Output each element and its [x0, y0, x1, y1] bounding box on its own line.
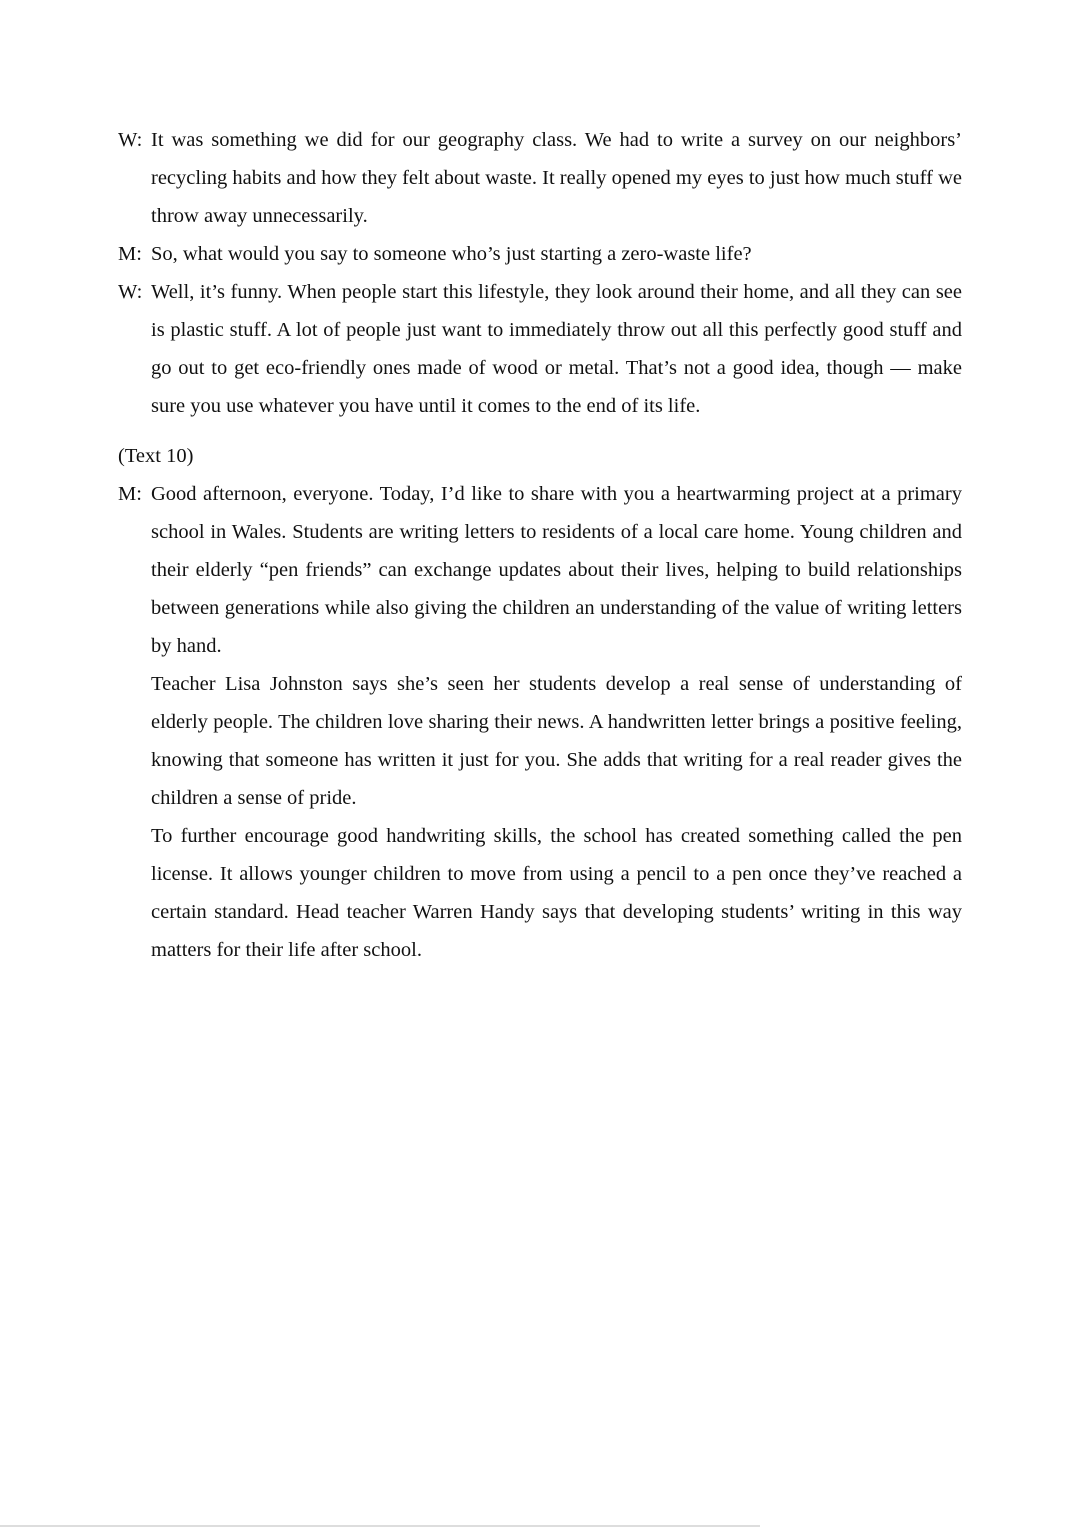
dialogue-text: So, what would you say to someone who’s just starting a zero-waste life?: [151, 243, 752, 265]
dialogue-text: Well, it’s funny. When people start this lifestyle, they look around their home, and all they can see is plastic stuff. A lot of people just want to immediately throw out all this perfectly good stuff and go out to get eco-friendly ones made of wood or metal. That’s not a good idea, though — make sure you use whatever you have until it comes to the end of its life.: [151, 281, 962, 417]
text-10-heading: (Text 10): [118, 445, 194, 467]
dialogue-turn: [118, 235, 962, 273]
document-page: [118, 121, 962, 969]
monologue-paragraph: To further encourage good handwriting skills, the school has created something called the pen license. It allows younger children to move from using a pencil to a pen once they’ve reached a certain standard. Head teacher Warren Handy says that developing students’ writing in this way matters for their life after school.: [151, 825, 962, 961]
dialogue-turn: [118, 273, 962, 425]
speaker-label: W:: [118, 281, 143, 303]
speaker-label: M:: [118, 243, 142, 265]
speaker-label: W:: [118, 129, 143, 151]
dialogue-turn: [118, 121, 962, 235]
monologue-paragraph: Good afternoon, everyone. Today, I’d like to share with you a heartwarming project at a primary school in Wales. Students are writing letters to residents of a local care home. Young children and their elderly “pen friends” can exchange updates about their lives, helping to build relationships between generations while also giving the children an understanding of the value of writing letters by hand.: [151, 483, 962, 657]
dialogue-text: It was something we did for our geography class. We had to write a survey on our neighbors’ recycling habits and how they felt about waste. It really opened my eyes to just how much stuff we throw away unnecessarily.: [151, 129, 962, 227]
monologue-turn: [118, 475, 962, 969]
speaker-label: M:: [118, 483, 142, 505]
monologue-paragraph: Teacher Lisa Johnston says she’s seen her students develop a real sense of understanding of elderly people. The children love sharing their news. A handwritten letter brings a positive feeling, knowing that someone has written it just for you. She adds that writing for a real reader gives the children a sense of pride.: [151, 673, 962, 809]
